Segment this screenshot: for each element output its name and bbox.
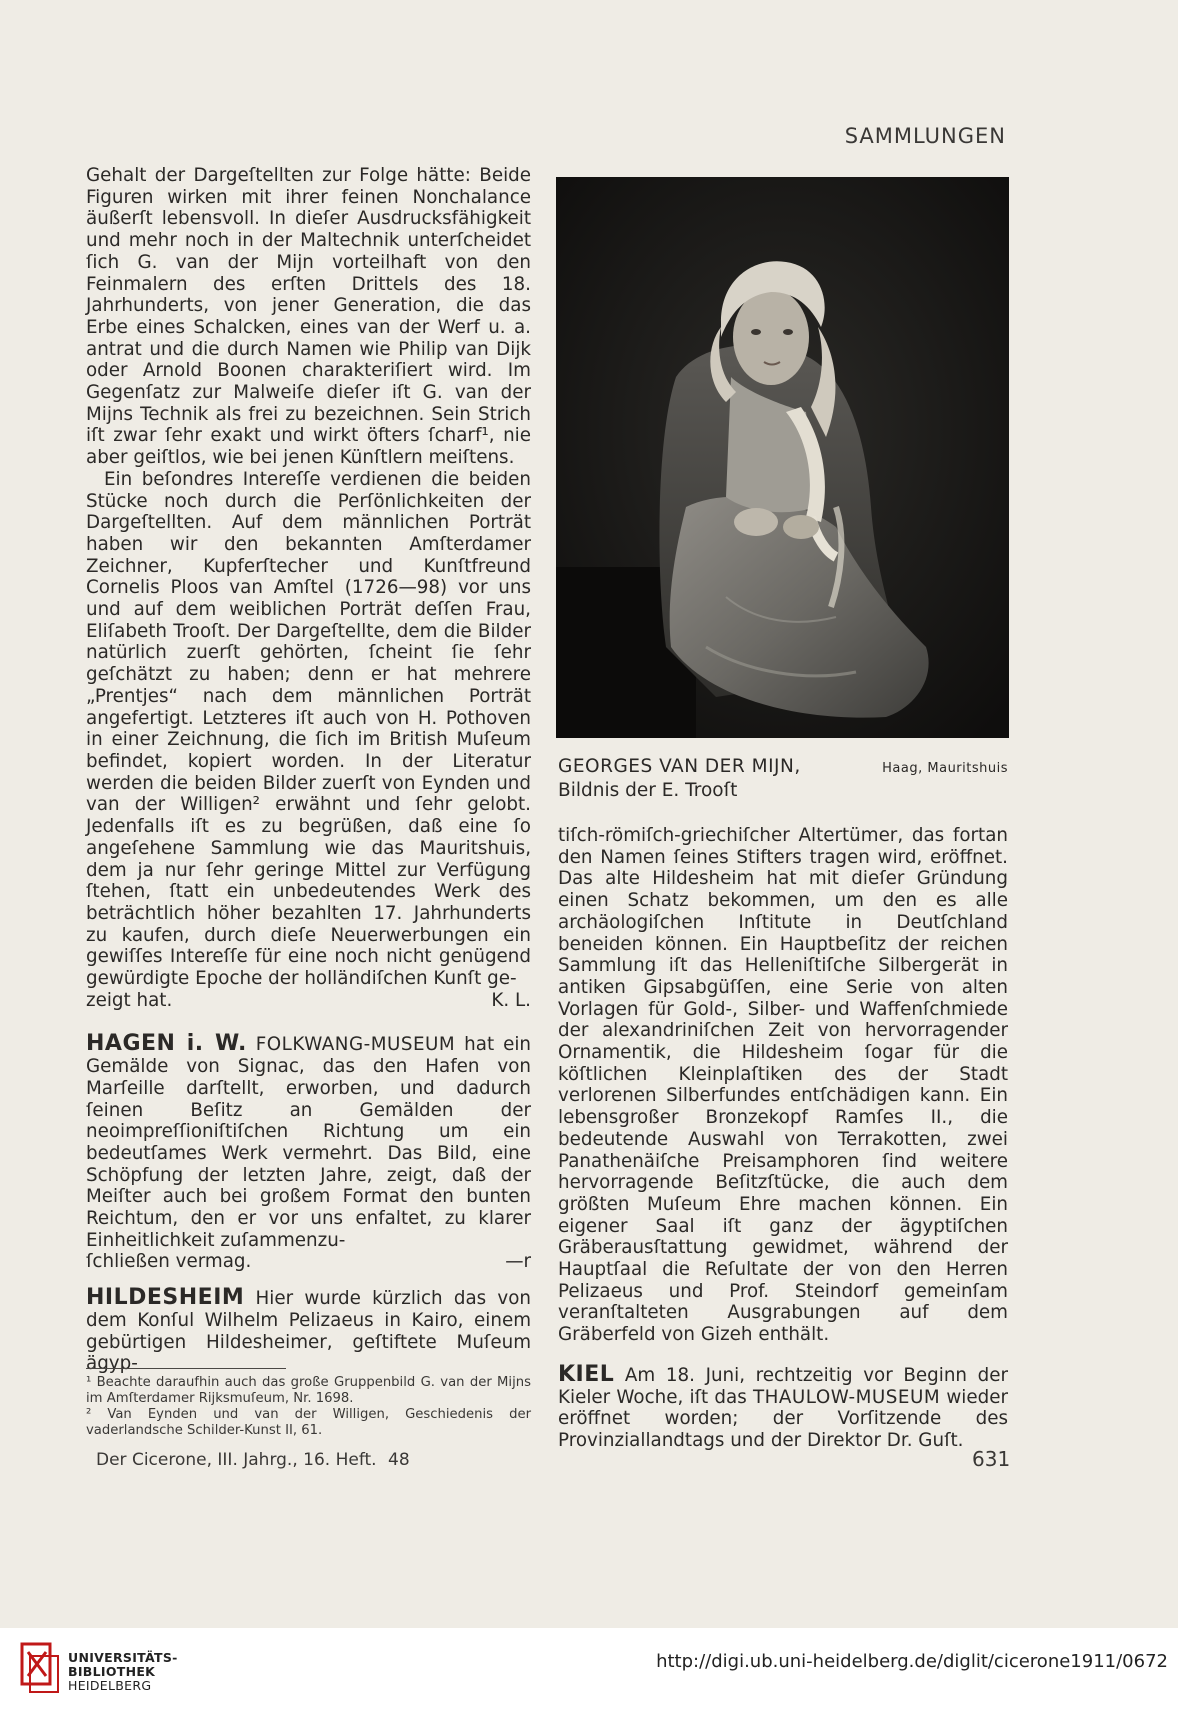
journal-footer — [96, 1450, 410, 1470]
library-line-1: UNIVERSITÄTS- — [68, 1650, 178, 1665]
caption-row — [558, 756, 1008, 780]
right-column — [558, 825, 1008, 1452]
section-text: Am 18. Juni, rechtzeitig vor Beginn der Kieler Woche, iſt das — [558, 1364, 1009, 1408]
running-header: SAMMLUNGEN — [844, 124, 1006, 148]
footnote-rule — [86, 1368, 286, 1369]
signature-line — [86, 1251, 531, 1273]
portrait-painting — [556, 177, 1009, 738]
section-heading-hagen: HAGEN i. W. — [86, 1031, 247, 1057]
signature-mark: 48 — [388, 1450, 410, 1470]
library-line-3: HEIDELBERG — [68, 1678, 152, 1693]
paragraph-end: zeigt hat. — [86, 989, 173, 1011]
paragraph: Gehalt der Dargeſtellten zur Folge hätte: Beide Figuren wirken mit ihrer feinen Nonchalance äußerſt lebensvoll. In dieſer Ausdrucksfähigkeit und mehr noch in der Maltechnik unterſcheidet ſich G. van der Mijn vorteilhaft von den Feinmalern des erſten Drittels des 18. Jahrhunderts, von jener Generation, die das Erbe eines Schalcken, eines van der Werf u. a. antrat und die durch Namen wie Philip van Dijk oder Arnold Boonen charakteriſiert wird. Im Gegenſatz zur Malweiſe dieſer iſt G. van der Mijns Technik als frei zu bezeichnen. Sein Strich iſt zwar ſehr exakt und wirkt öfters ſcharf¹, nie aber geiſtlos, wie bei jenen Künſtlern meiſtens. — [86, 165, 531, 469]
paragraph: tiſch-römiſch-griechiſcher Altertümer, das fortan den Namen ſeines Stifters tragen wird, eröffnet. Das alte Hildesheim hat mit dieſer Gründung einen Schatz bekommen, um den es alle archäologiſchen Inſtitute in Deutſchland beneiden können. Ein Hauptbeſitz der reichen Sammlung iſt das Helleniſtiſche Silbergerät in antiken Gipsabgüſſen, eine Serie von alten Vorlagen für Gold-, Silber- und Waffenſchmiede der alexandriniſchen Zeit von hervorragender Ornamentik, die Hildesheim ſogar für die köſtlichen Kleinplaſtiken des der Stadt verlorenen Silberfundes entſchädigen kann. Ein lebensgroßer Bronzekopf Ramſes II., die bedeutende Auswahl von Terrakotten, zwei Panathenäiſche Preisamphoren ſind weitere hervorragende Beſitzſtücke, die auch dem größten Muſeum Ehre machen können. Ein eigener Saal iſt ganz der ägyptiſchen Gräberausſtattung gewidmet, während der Hauptſaal die Reſultate der von den Herren Pelizaeus und Prof. Steindorf gemeinſam veranſtalteten Ausgrabungen auf dem Gräberfeld von Gizeh enthält. — [558, 825, 1008, 1346]
journal-name: Der Cicerone, III. Jahrg., 16. Heft. — [96, 1450, 377, 1470]
left-column — [86, 165, 531, 1375]
page-number: 631 — [972, 1447, 1011, 1471]
footnote-1: ¹ Beachte daraufhin auch das große Gruppenbild G. van der Mijns im Amſterdamer Rijksmuſeum, Nr. 1698. — [86, 1375, 531, 1406]
source-url-link[interactable]: http://digi.ub.uni-heidelberg.de/diglit/cicerone1911/0672 — [656, 1651, 1168, 1672]
section-heading-hildesheim: HILDESHEIM — [86, 1285, 245, 1311]
library-line-2: BIBLIOTHEK — [68, 1664, 156, 1679]
signature-line — [86, 990, 531, 1012]
museum-name: FOLKWANG-MUSEUM — [255, 1034, 456, 1056]
museum-name: THAULOW-MUSEUM — [752, 1386, 941, 1408]
paragraph: Ein beſondres Intereſſe verdienen die beiden Stücke noch durch die Perſönlichkeiten der Dargeſtellten. Auf dem männlichen Porträt haben wir den bekannten Amſterdamer Zeichner, Kupferſtecher und Kunſtfreund Cornelis Ploos van Amſtel (1726—98) vor uns und auf dem weiblichen Porträt deſſen Frau, Eliſabeth Trooſt. Der Dargeſtellte, dem die Bilder natürlich zuerſt gehörten, ſcheint ſie ſehr geſchätzt zu haben; denn er hat mehrere „Prentjes“ nach dem männlichen Porträt angefertigt. Letzteres iſt auch von H. Pothoven in einer Zeichnung, die ſich im British Muſeum befindet, kopiert worden. In der Literatur werden die beiden Bilder zuerſt von Eynden und van der Willigen² erwähnt und ſehr gelobt. Jedenfalls iſt es zu begrüßen, daß eine ſo angeſehene Sammlung wie das Mauritshuis, dem ja nur ſehr geringe Mittel zur Verfügung ſtehen, ſtatt ein unbedeutendes Werk des beträchtlich höher bezahlten 17. Jahrhunderts zu kaufen, durch dieſe Neuerwerbungen ein gewiſſes Intereſſe für eine noch nicht genügend gewürdigte Epoche der holländiſchen Kunſt ge- — [86, 468, 531, 990]
caption-title: Bildnis der E. Trooſt — [558, 780, 738, 801]
portrait-image — [556, 177, 1009, 738]
author-signature: K. L. — [491, 989, 531, 1011]
footnote-2: ² Van Eynden und van der Willigen, Geschiedenis der vaderlandsche Schilder-Kunst II, 61. — [86, 1407, 531, 1438]
author-signature: —r — [505, 1251, 531, 1273]
hagen-section — [86, 1033, 531, 1251]
kiel-section — [558, 1361, 1009, 1452]
figure-caption — [558, 756, 1008, 802]
caption-location: Haag, Mauritshuis — [882, 761, 1008, 776]
section-text: wieder eröffnet worden; der Vorſitzende des Provinziallandtags und der Direktor Dr. Guſt. — [558, 1386, 1008, 1451]
section-text: Hier wurde kürzlich das von dem Konſul Wilhelm Pelizaeus in Kairo, einem gebürtigen Hildesheimer, geſtiftete Muſeum ägyp- — [86, 1288, 532, 1375]
paragraph-end: ſchließen vermag. — [86, 1251, 252, 1273]
section-text: hat ein Gemälde von Signac, das den Hafen von Marſeille darſtellt, erworben, und dadurch ſeinen Beſitz an Gemälden der neoimpreſſioniſtiſchen Richtung um ein bedeutſames Werk vermehrt. Das Bild, eine Schöpfung der letzten Jahre, zeigt, daß der Meiſter auch bei großem Format den bunten Reichtum, den er vor uns enfaltet, zu klarer Einheitlichkeit zuſammenzu- — [86, 1034, 531, 1251]
library-name — [68, 1651, 178, 1693]
library-logo-icon — [20, 1642, 60, 1694]
caption-artist: GEORGES VAN DER MIJN, — [558, 756, 801, 777]
section-heading-kiel: KIEL — [558, 1361, 615, 1387]
footnotes — [86, 1358, 531, 1439]
